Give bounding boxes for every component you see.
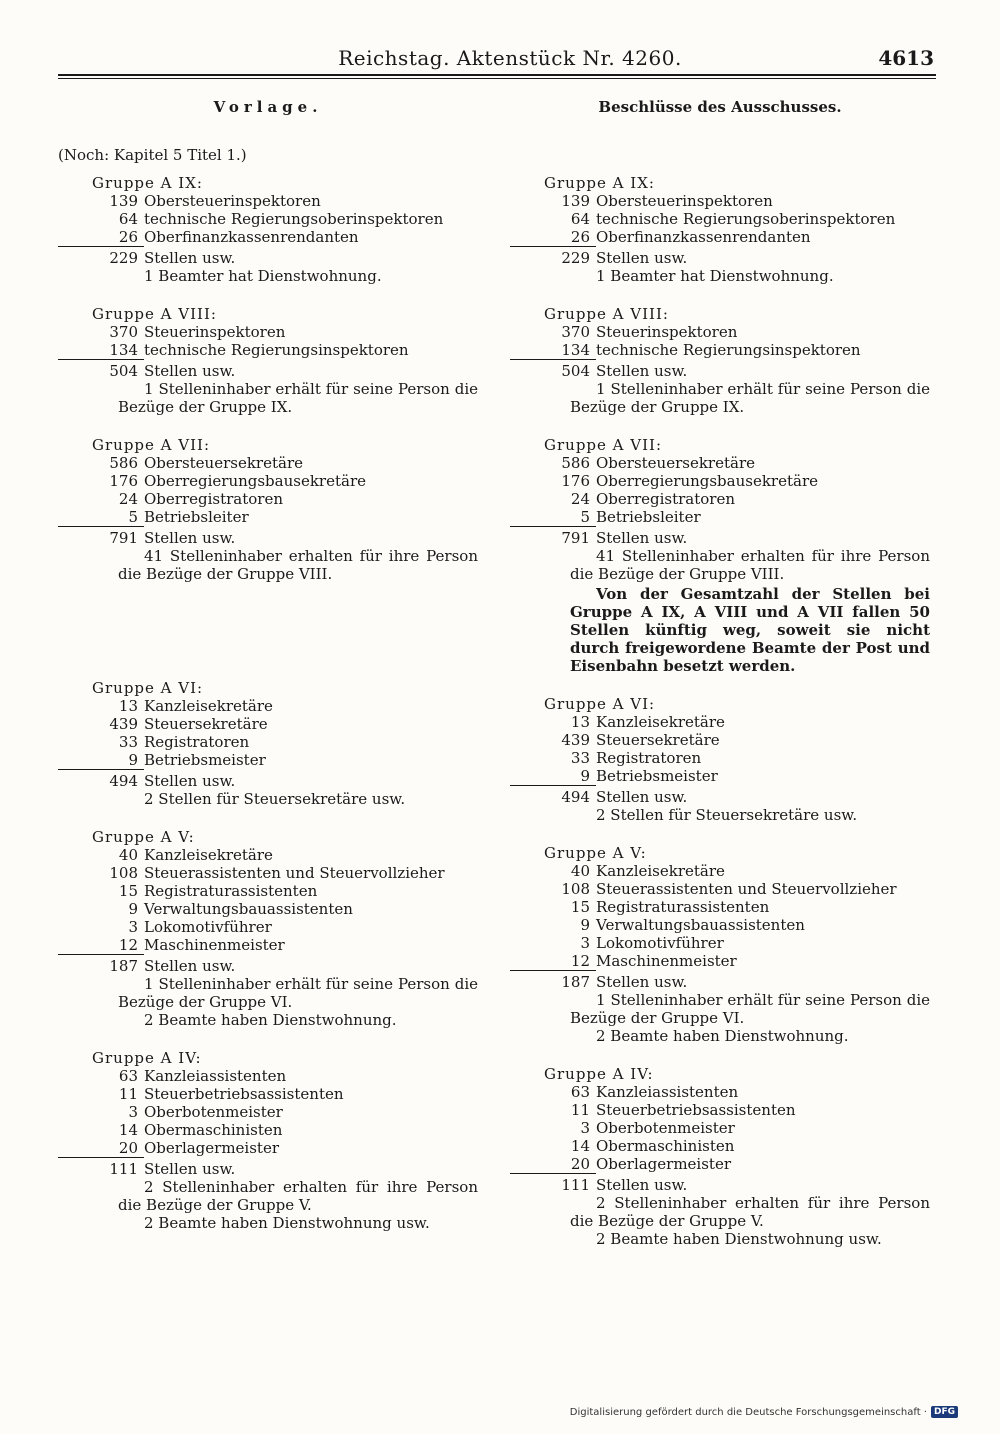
position-title: technische Regierungsoberinspektoren bbox=[596, 210, 896, 228]
group-title: Gruppe A VI: bbox=[92, 679, 204, 697]
group-title: Gruppe A VII: bbox=[92, 436, 210, 454]
position-count: 108 bbox=[561, 880, 590, 898]
position-row bbox=[58, 882, 478, 900]
position-count: 64 bbox=[570, 210, 590, 228]
position-count: 14 bbox=[118, 1121, 138, 1139]
position-row bbox=[510, 228, 930, 247]
group-total bbox=[510, 788, 930, 806]
position-title: Oberbotenmeister bbox=[596, 1119, 735, 1137]
position-title: Kanzleisekretäre bbox=[596, 713, 725, 731]
group-title: Gruppe A V: bbox=[92, 828, 195, 846]
position-row bbox=[58, 715, 478, 733]
position-row bbox=[510, 731, 930, 749]
position-count: 370 bbox=[109, 323, 138, 341]
committee-decision-note: Von der Gesamtzahl der Stellen bei Gruppe A IX, A VIII und A VII fallen 50 Stellen künftig weg, soweit sie nicht durch freigewordene Beamte der Post und Eisenbahn besetzt werden. bbox=[570, 585, 930, 675]
position-count: 20 bbox=[510, 1155, 596, 1174]
group-title: Gruppe A VI: bbox=[544, 695, 656, 713]
dfg-logo: DFG bbox=[931, 1406, 958, 1418]
group-note: 2 Stelleninhaber erhalten für ihre Person die Bezüge der Gruppe V. bbox=[118, 1178, 478, 1214]
position-title: technische Regierungsoberinspektoren bbox=[144, 210, 444, 228]
position-row bbox=[58, 508, 478, 527]
position-row bbox=[58, 846, 478, 864]
position-count: 26 bbox=[58, 228, 144, 247]
group-total bbox=[58, 249, 478, 267]
total-label: Stellen usw. bbox=[144, 529, 236, 547]
position-row bbox=[58, 490, 478, 508]
position-title: Oberfinanzkassenrendanten bbox=[596, 228, 811, 246]
position-count: 33 bbox=[118, 733, 138, 751]
position-row bbox=[510, 323, 930, 341]
group-note: 1 Stelleninhaber erhält für seine Person die Bezüge der Gruppe VI. bbox=[118, 975, 478, 1011]
position-title: Verwaltungsbauassistenten bbox=[144, 900, 353, 918]
alignment-gap bbox=[58, 583, 478, 659]
position-title: Steuersekretäre bbox=[144, 715, 268, 733]
group-title: Gruppe A V: bbox=[544, 844, 647, 862]
position-count: 5 bbox=[510, 508, 596, 527]
position-row bbox=[510, 454, 930, 472]
position-count: 9 bbox=[580, 916, 590, 934]
group-total bbox=[58, 529, 478, 547]
position-row bbox=[58, 1121, 478, 1139]
total-label: Stellen usw. bbox=[596, 788, 688, 806]
position-row bbox=[510, 713, 930, 731]
groups-right bbox=[510, 174, 930, 1248]
group-block bbox=[510, 1065, 930, 1248]
position-title: Kanzleiassistenten bbox=[144, 1067, 287, 1085]
position-title: Kanzleisekretäre bbox=[144, 697, 273, 715]
position-count: 24 bbox=[118, 490, 138, 508]
group-block bbox=[58, 828, 478, 1029]
position-title: Steuerbetriebsassistenten bbox=[596, 1101, 796, 1119]
group-block bbox=[58, 436, 478, 659]
chapter-intro: (Noch: Kapitel 5 Titel 1.) bbox=[58, 146, 247, 164]
position-title: Verwaltungsbauassistenten bbox=[596, 916, 805, 934]
total-label: Stellen usw. bbox=[144, 249, 236, 267]
group-title: Gruppe A VII: bbox=[544, 436, 662, 454]
position-count: 12 bbox=[510, 952, 596, 971]
position-count: 24 bbox=[570, 490, 590, 508]
position-row bbox=[58, 210, 478, 228]
total-count: 229 bbox=[561, 249, 590, 267]
group-title: Gruppe A IV: bbox=[92, 1049, 202, 1067]
total-label: Stellen usw. bbox=[144, 772, 236, 790]
position-row bbox=[510, 880, 930, 898]
position-row bbox=[510, 767, 930, 786]
position-row bbox=[510, 862, 930, 880]
position-count: 5 bbox=[58, 508, 144, 527]
page-number: 4613 bbox=[878, 46, 934, 70]
group-note: 1 Beamter hat Dienstwohnung. bbox=[144, 267, 382, 285]
running-header-title: Reichstag. Aktenstück Nr. 4260. bbox=[338, 46, 682, 70]
position-count: 26 bbox=[510, 228, 596, 247]
group-note: 2 Beamte haben Dienstwohnung usw. bbox=[596, 1230, 882, 1248]
position-count: 63 bbox=[570, 1083, 590, 1101]
position-count: 439 bbox=[561, 731, 590, 749]
position-row bbox=[58, 192, 478, 210]
position-count: 13 bbox=[118, 697, 138, 715]
position-title: Steuerbetriebsassistenten bbox=[144, 1085, 344, 1103]
column-beschluesse bbox=[510, 90, 930, 1248]
position-row bbox=[510, 1101, 930, 1119]
position-row bbox=[58, 323, 478, 341]
position-title: Betriebsleiter bbox=[596, 508, 701, 526]
position-row bbox=[58, 900, 478, 918]
position-title: Oberregierungsbausekretäre bbox=[596, 472, 818, 490]
position-title: Steuerinspektoren bbox=[144, 323, 286, 341]
position-title: Maschinenmeister bbox=[596, 952, 737, 970]
position-count: 139 bbox=[561, 192, 590, 210]
column-heading-left: Vorlage. bbox=[213, 98, 323, 116]
group-total bbox=[510, 529, 930, 547]
group-note: 41 Stelleninhaber erhalten für ihre Person die Bezüge der Gruppe VIII. bbox=[118, 547, 478, 583]
position-row bbox=[58, 1085, 478, 1103]
position-title: Obermaschinisten bbox=[144, 1121, 283, 1139]
position-count: 9 bbox=[128, 900, 138, 918]
total-label: Stellen usw. bbox=[144, 957, 236, 975]
position-count: 15 bbox=[118, 882, 138, 900]
position-title: Steuersekretäre bbox=[596, 731, 720, 749]
group-note: 1 Stelleninhaber erhält für seine Person die Bezüge der Gruppe IX. bbox=[570, 380, 930, 416]
total-label: Stellen usw. bbox=[596, 249, 688, 267]
position-row bbox=[58, 918, 478, 936]
position-title: Lokomotivführer bbox=[144, 918, 272, 936]
position-row bbox=[510, 1119, 930, 1137]
digitization-footer bbox=[570, 1406, 958, 1418]
position-title: Steuerassistenten und Steuervollzieher bbox=[596, 880, 897, 898]
position-row bbox=[58, 1067, 478, 1085]
group-note: 2 Beamte haben Dienstwohnung. bbox=[144, 1011, 397, 1029]
position-title: Registraturassistenten bbox=[144, 882, 318, 900]
group-total bbox=[510, 973, 930, 991]
header-rule-thick bbox=[58, 74, 936, 76]
position-count: 40 bbox=[570, 862, 590, 880]
total-label: Stellen usw. bbox=[596, 973, 688, 991]
position-count: 3 bbox=[580, 934, 590, 952]
position-count: 13 bbox=[570, 713, 590, 731]
position-count: 3 bbox=[128, 1103, 138, 1121]
position-title: Oberregistratoren bbox=[596, 490, 735, 508]
group-title: Gruppe A VIII: bbox=[544, 305, 669, 323]
position-count: 370 bbox=[561, 323, 590, 341]
position-count: 33 bbox=[570, 749, 590, 767]
position-row bbox=[58, 228, 478, 247]
position-row bbox=[58, 1139, 478, 1158]
position-count: 3 bbox=[580, 1119, 590, 1137]
position-row bbox=[510, 192, 930, 210]
intro-spacer bbox=[510, 146, 930, 174]
position-row bbox=[58, 454, 478, 472]
group-note: 1 Stelleninhaber erhält für seine Person die Bezüge der Gruppe VI. bbox=[570, 991, 930, 1027]
position-row bbox=[510, 1083, 930, 1101]
total-label: Stellen usw. bbox=[596, 362, 688, 380]
group-note: 2 Beamte haben Dienstwohnung. bbox=[596, 1027, 849, 1045]
position-row bbox=[510, 508, 930, 527]
total-count: 791 bbox=[561, 529, 590, 547]
position-count: 586 bbox=[109, 454, 138, 472]
position-row bbox=[58, 864, 478, 882]
total-count: 504 bbox=[561, 362, 590, 380]
total-label: Stellen usw. bbox=[144, 1160, 236, 1178]
position-row bbox=[58, 751, 478, 770]
position-row bbox=[510, 898, 930, 916]
position-count: 11 bbox=[118, 1085, 138, 1103]
group-block bbox=[510, 305, 930, 416]
group-note: 2 Stellen für Steuersekretäre usw. bbox=[144, 790, 406, 808]
group-total bbox=[510, 1176, 930, 1194]
total-count: 187 bbox=[561, 973, 590, 991]
position-row bbox=[510, 490, 930, 508]
group-note: 2 Stellen für Steuersekretäre usw. bbox=[596, 806, 858, 824]
position-row bbox=[510, 749, 930, 767]
total-count: 494 bbox=[109, 772, 138, 790]
group-total bbox=[58, 362, 478, 380]
position-count: 439 bbox=[109, 715, 138, 733]
position-count: 176 bbox=[561, 472, 590, 490]
position-title: Betriebsleiter bbox=[144, 508, 249, 526]
position-row bbox=[58, 697, 478, 715]
position-title: Obersteuerinspektoren bbox=[144, 192, 321, 210]
position-row bbox=[510, 916, 930, 934]
position-title: Kanzleisekretäre bbox=[596, 862, 725, 880]
group-title: Gruppe A IV: bbox=[544, 1065, 654, 1083]
group-total bbox=[510, 362, 930, 380]
group-total bbox=[510, 249, 930, 267]
position-row bbox=[58, 733, 478, 751]
position-count: 64 bbox=[118, 210, 138, 228]
position-title: Steuerinspektoren bbox=[596, 323, 738, 341]
total-label: Stellen usw. bbox=[144, 362, 236, 380]
position-count: 134 bbox=[58, 341, 144, 360]
position-row bbox=[58, 472, 478, 490]
group-block bbox=[58, 679, 478, 808]
group-note: 1 Beamter hat Dienstwohnung. bbox=[596, 267, 834, 285]
group-block bbox=[58, 1049, 478, 1232]
column-vorlage bbox=[58, 90, 478, 1232]
position-title: Obersteuerinspektoren bbox=[596, 192, 773, 210]
position-title: technische Regierungsinspektoren bbox=[596, 341, 861, 359]
position-count: 40 bbox=[118, 846, 138, 864]
position-count: 586 bbox=[561, 454, 590, 472]
position-title: Betriebsmeister bbox=[144, 751, 266, 769]
position-count: 139 bbox=[109, 192, 138, 210]
position-row bbox=[510, 1155, 930, 1174]
position-count: 15 bbox=[570, 898, 590, 916]
group-note: 2 Stelleninhaber erhalten für ihre Person die Bezüge der Gruppe V. bbox=[570, 1194, 930, 1230]
position-row bbox=[510, 952, 930, 971]
total-count: 229 bbox=[109, 249, 138, 267]
group-note: 41 Stelleninhaber erhalten für ihre Person die Bezüge der Gruppe VIII. bbox=[570, 547, 930, 583]
group-block bbox=[510, 436, 930, 675]
position-row bbox=[58, 936, 478, 955]
position-count: 3 bbox=[128, 918, 138, 936]
footer-text: Digitalisierung gefördert durch die Deutsche Forschungsgemeinschaft · bbox=[569, 1406, 927, 1418]
total-count: 187 bbox=[109, 957, 138, 975]
total-count: 504 bbox=[109, 362, 138, 380]
total-count: 111 bbox=[561, 1176, 590, 1194]
position-count: 20 bbox=[58, 1139, 144, 1158]
group-block bbox=[510, 174, 930, 285]
position-title: Lokomotivführer bbox=[596, 934, 724, 952]
position-title: Oberbotenmeister bbox=[144, 1103, 283, 1121]
position-row bbox=[58, 341, 478, 360]
group-block bbox=[58, 174, 478, 285]
position-row bbox=[510, 1137, 930, 1155]
position-row bbox=[510, 341, 930, 360]
total-count: 494 bbox=[561, 788, 590, 806]
header-rule-thin bbox=[58, 78, 936, 79]
position-count: 14 bbox=[570, 1137, 590, 1155]
position-title: technische Regierungsinspektoren bbox=[144, 341, 409, 359]
position-title: Obersteuersekretäre bbox=[596, 454, 755, 472]
position-title: Kanzleiassistenten bbox=[596, 1083, 739, 1101]
position-title: Betriebsmeister bbox=[596, 767, 718, 785]
group-title: Gruppe A IX: bbox=[92, 174, 203, 192]
position-title: Oberlagermeister bbox=[144, 1139, 280, 1157]
position-count: 9 bbox=[58, 751, 144, 770]
group-block bbox=[510, 844, 930, 1045]
group-note: 1 Stelleninhaber erhält für seine Person die Bezüge der Gruppe IX. bbox=[118, 380, 478, 416]
column-heading-right: Beschlüsse des Ausschusses. bbox=[598, 98, 842, 116]
position-count: 9 bbox=[510, 767, 596, 786]
position-title: Maschinenmeister bbox=[144, 936, 285, 954]
group-note: 2 Beamte haben Dienstwohnung usw. bbox=[144, 1214, 430, 1232]
group-block bbox=[58, 305, 478, 416]
group-total bbox=[58, 957, 478, 975]
position-row bbox=[510, 472, 930, 490]
position-title: Registratoren bbox=[144, 733, 250, 751]
position-count: 12 bbox=[58, 936, 144, 955]
position-row bbox=[58, 1103, 478, 1121]
position-title: Obersteuersekretäre bbox=[144, 454, 303, 472]
position-title: Oberregierungsbausekretäre bbox=[144, 472, 366, 490]
group-block bbox=[510, 695, 930, 824]
total-label: Stellen usw. bbox=[596, 529, 688, 547]
groups-left bbox=[58, 174, 478, 1232]
position-title: Kanzleisekretäre bbox=[144, 846, 273, 864]
position-count: 134 bbox=[510, 341, 596, 360]
group-total bbox=[58, 772, 478, 790]
position-count: 108 bbox=[109, 864, 138, 882]
position-title: Registraturassistenten bbox=[596, 898, 770, 916]
total-count: 791 bbox=[109, 529, 138, 547]
position-title: Steuerassistenten und Steuervollzieher bbox=[144, 864, 445, 882]
position-row bbox=[510, 934, 930, 952]
position-title: Registratoren bbox=[596, 749, 702, 767]
position-title: Oberregistratoren bbox=[144, 490, 283, 508]
position-count: 63 bbox=[118, 1067, 138, 1085]
group-title: Gruppe A VIII: bbox=[92, 305, 217, 323]
position-title: Obermaschinisten bbox=[596, 1137, 735, 1155]
position-count: 176 bbox=[109, 472, 138, 490]
position-title: Oberfinanzkassenrendanten bbox=[144, 228, 359, 246]
total-label: Stellen usw. bbox=[596, 1176, 688, 1194]
position-row bbox=[510, 210, 930, 228]
position-count: 11 bbox=[570, 1101, 590, 1119]
position-title: Oberlagermeister bbox=[596, 1155, 732, 1173]
group-title: Gruppe A IX: bbox=[544, 174, 655, 192]
total-count: 111 bbox=[109, 1160, 138, 1178]
group-total bbox=[58, 1160, 478, 1178]
